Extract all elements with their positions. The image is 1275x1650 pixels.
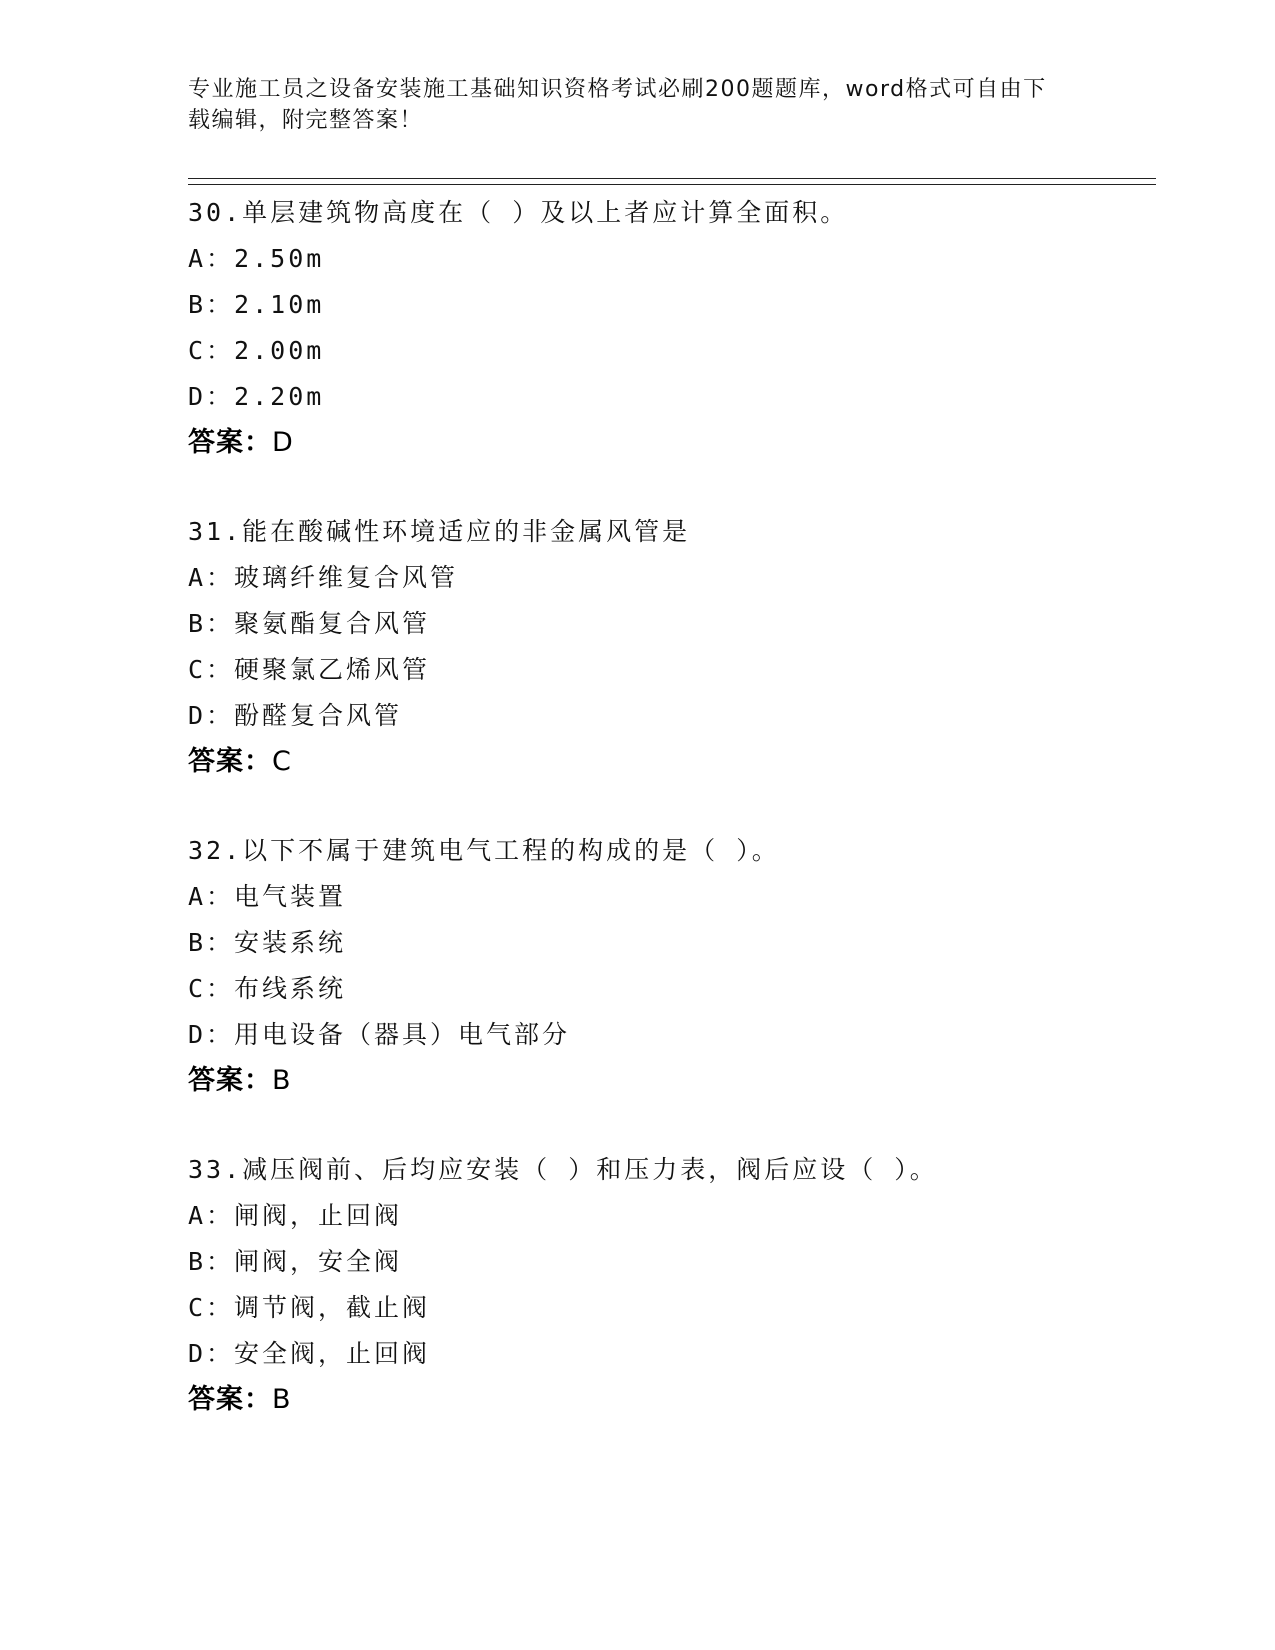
option-c: C：硬聚氯乙烯风管	[188, 655, 431, 684]
document-header: 专业施工员之设备安装施工基础知识资格考试必刷200题题库，word格式可自由下载编辑，附完整答案！	[188, 77, 1047, 133]
option-a: A：电气装置	[188, 882, 347, 911]
option-d: D：2.20m	[188, 382, 325, 411]
answer-line	[188, 1058, 1148, 1104]
header-divider	[188, 178, 1156, 185]
answer-value: C	[272, 746, 292, 777]
option-b: B：闸阀，安全阀	[188, 1247, 403, 1276]
answer-line	[188, 739, 1148, 785]
option-c: C：布线系统	[188, 974, 347, 1003]
question-stem: 31.能在酸碱性环境适应的非金属风管是	[188, 517, 691, 546]
question-stem: 32.以下不属于建筑电气工程的构成的是（ ）。	[188, 836, 780, 865]
option-b: B：安装系统	[188, 928, 347, 957]
option-a: A：闸阀，止回阀	[188, 1201, 403, 1230]
option-d: D：用电设备（器具）电气部分	[188, 1020, 571, 1049]
option-c: C：调节阀，截止阀	[188, 1293, 431, 1322]
answer-label: 答案：	[188, 746, 272, 777]
question-stem: 30.单层建筑物高度在（ ）及以上者应计算全面积。	[188, 198, 849, 227]
option-a: A：玻璃纤维复合风管	[188, 563, 459, 592]
answer-label: 答案：	[188, 1065, 272, 1096]
answer-label: 答案：	[188, 427, 272, 458]
answer-line	[188, 420, 1148, 466]
answer-value: B	[272, 1384, 292, 1415]
option-b: B：2.10m	[188, 290, 325, 319]
question-30	[188, 190, 1148, 466]
question-33	[188, 1147, 1148, 1423]
question-32	[188, 828, 1148, 1104]
answer-line	[188, 1377, 1148, 1423]
answer-value: D	[272, 427, 294, 458]
answer-value: B	[272, 1065, 292, 1096]
question-31	[188, 509, 1148, 785]
answer-label: 答案：	[188, 1384, 272, 1415]
option-d: D：酚醛复合风管	[188, 701, 403, 730]
option-a: A：2.50m	[188, 244, 325, 273]
question-stem: 33.减压阀前、后均应安装（ ）和压力表，阀后应设（ ）。	[188, 1155, 938, 1184]
option-b: B：聚氨酯复合风管	[188, 609, 431, 638]
option-c: C：2.00m	[188, 336, 325, 365]
option-d: D：安全阀，止回阀	[188, 1339, 431, 1368]
